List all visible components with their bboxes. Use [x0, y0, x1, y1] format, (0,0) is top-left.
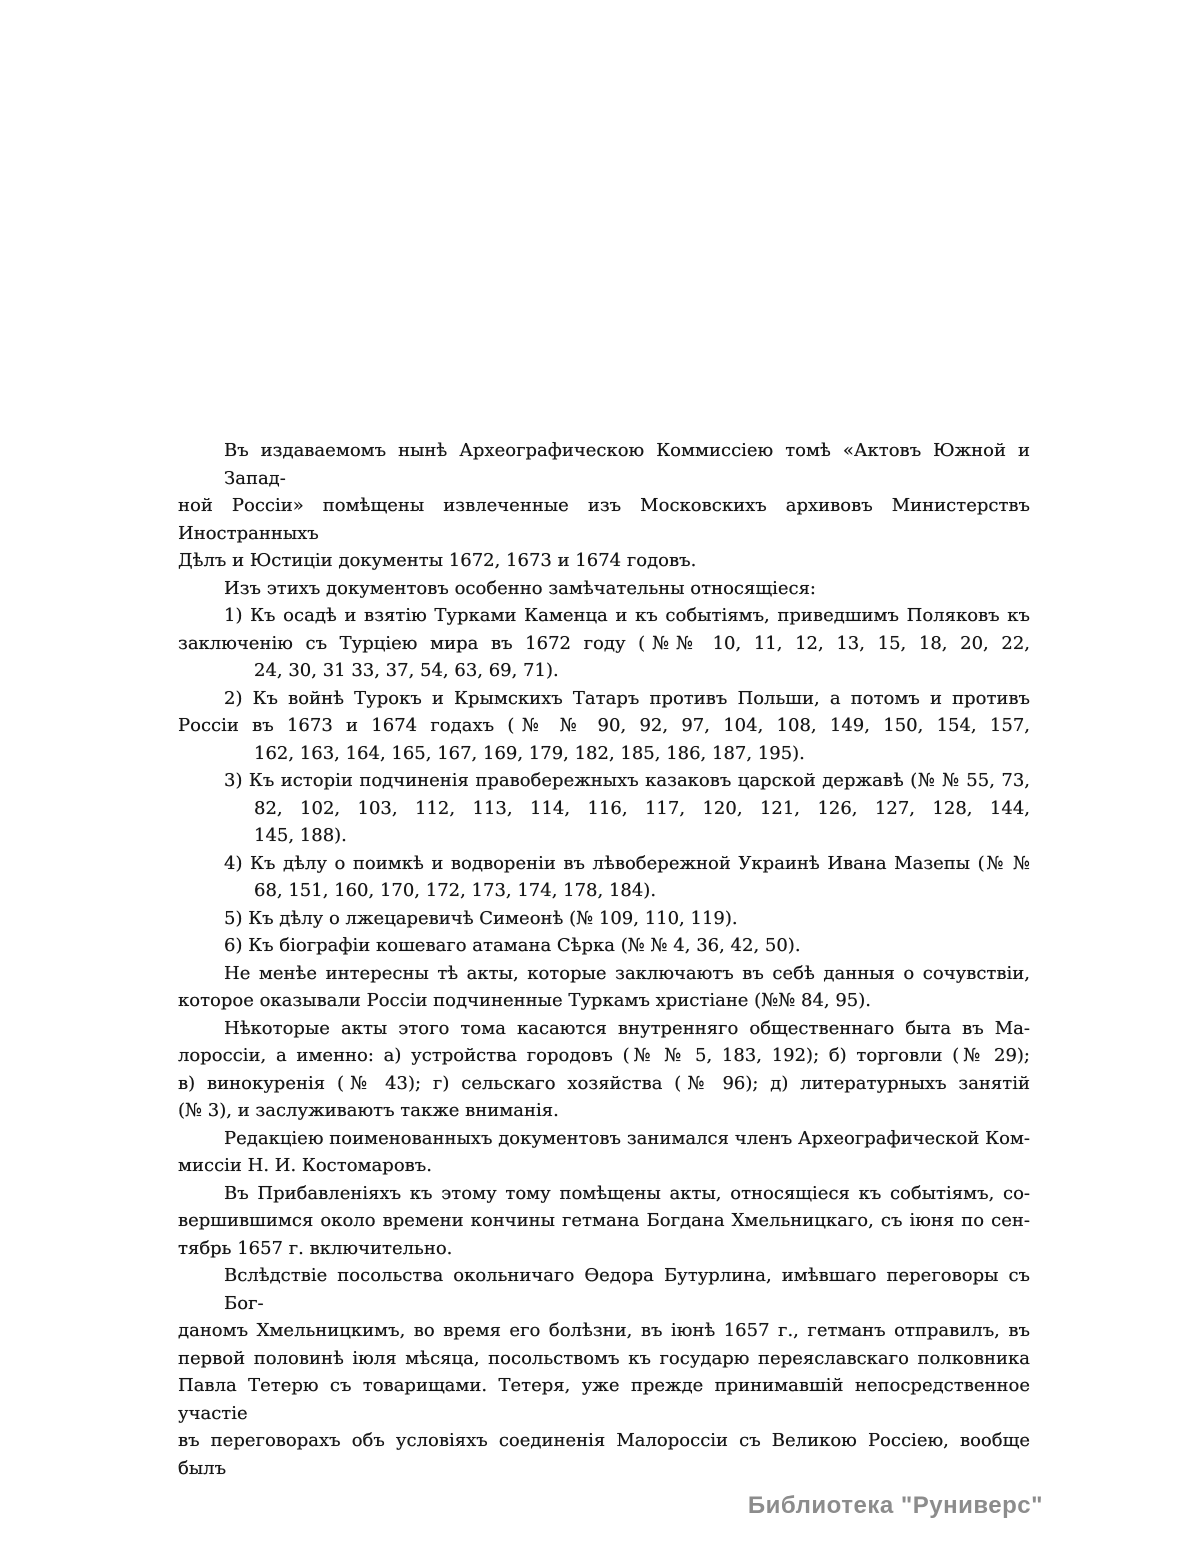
text-line: 4) Къ дѣлу о поимкѣ и водвореніи въ лѣвобережной Украинѣ Ивана Мазепы (№ № — [224, 852, 1030, 874]
text-line: 82, 102, 103, 112, 113, 114, 116, 117, 120, 121, 126, 127, 128, 144, — [254, 797, 1030, 819]
text-line: миссіи Н. И. Костомаровъ. — [178, 1155, 432, 1176]
text-line: 2) Къ войнѣ Турокъ и Крымскихъ Татаръ противъ Польши, а потомъ и противъ — [224, 687, 1030, 709]
text-line: 162, 163, 164, 165, 167, 169, 179, 182, 185, 186, 187, 195). — [254, 742, 805, 764]
text-line: Редакціею поименованныхъ документовъ занимался членъ Археографической Ком- — [224, 1127, 1030, 1149]
page-text-block — [178, 437, 1030, 1482]
text-line: Павла Тетерю съ товарищами. Тетеря, уже прежде принимавшій непосредственное участіе — [178, 1375, 1030, 1424]
text-line: заключенію съ Турціею мира въ 1672 году (№№ 10, 11, 12, 13, 15, 18, 20, 22, — [178, 632, 1030, 654]
text-line: Вслѣдствіе посольства окольничаго Ѳедора Бутурлина, имѣвшаго переговоры съ Бог- — [224, 1265, 1030, 1314]
text-line: тябрь 1657 г. включительно. — [178, 1237, 453, 1259]
text-line: ной Россіи» помѣщены извлеченные изъ Московскихъ архивовъ Министерствъ Иностранныхъ — [178, 495, 1030, 544]
text-line: лороссіи, а именно: а) устройства городовъ (№ № 5, 183, 192); б) торговли (№ 29); — [178, 1045, 1030, 1066]
text-line: Изъ этихъ документовъ особенно замѣчательны относящіеся: — [224, 577, 816, 599]
text-line: (№ 3), и заслуживаютъ также вниманія. — [178, 1100, 559, 1121]
text-line: 145, 188). — [254, 825, 347, 846]
text-line: первой половинѣ іюля мѣсяца, посольствомъ къ государю переяславскаго полковника — [178, 1347, 1030, 1369]
text-line: 1) Къ осадѣ и взятію Турками Каменца и къ событіямъ, приведшимъ Поляковъ къ — [224, 605, 1030, 626]
text-line: в) винокуренія (№ 43); г) сельскаго хозяйства (№ 96); д) литературныхъ занятій — [178, 1072, 1030, 1094]
text-line: 5) Къ дѣлу о лжецаревичѣ Симеонѣ (№ 109, 110, 119). — [224, 907, 738, 929]
text-line: 3) Къ исторіи подчиненія правобережныхъ казаковъ царской державѣ (№ № 55, 73, — [224, 770, 1030, 791]
text-line: вершившимся около времени кончины гетмана Богдана Хмельницкаго, съ іюня по сен- — [178, 1210, 1030, 1231]
text-line: Въ издаваемомъ нынѣ Археографическою Коммиссіею томѣ «Актовъ Южной и Запад- — [224, 440, 1030, 489]
text-line: Нѣкоторые акты этого тома касаются внутренняго общественнаго быта въ Ма- — [224, 1017, 1030, 1039]
text-line: 24, 30, 31 33, 37, 54, 63, 69, 71). — [254, 660, 559, 681]
library-watermark: Библиотека "Руниверс" — [747, 1492, 1043, 1519]
text-line: 68, 151, 160, 170, 172, 173, 174, 178, 184). — [254, 880, 657, 901]
text-line: въ переговорахъ объ условіяхъ соединенія Малороссіи съ Великою Россіею, вообще былъ — [178, 1430, 1030, 1479]
text-line: Въ Прибавленіяхъ къ этому тому помѣщены акты, относящіеся къ событіямъ, со- — [224, 1182, 1030, 1204]
text-line: Дѣлъ и Юстиціи документы 1672, 1673 и 1674 годовъ. — [178, 550, 697, 571]
text-line: 6) Къ біографіи кошеваго атамана Сѣрка (№ № 4, 36, 42, 50). — [224, 935, 801, 956]
text-line: даномъ Хмельницкимъ, во время его болѣзни, въ іюнѣ 1657 г., гетманъ отправилъ, въ — [178, 1320, 1030, 1341]
text-line: которое оказывали Россіи подчиненные Туркамъ христіане (№№ 84, 95). — [178, 990, 871, 1011]
text-line: Не менѣе интересны тѣ акты, которые заключаютъ въ себѣ данныя о сочувствіи, — [224, 962, 1030, 984]
text-line: Россіи въ 1673 и 1674 годахъ (№ № 90, 92, 97, 104, 108, 149, 150, 154, 157, — [178, 715, 1030, 736]
